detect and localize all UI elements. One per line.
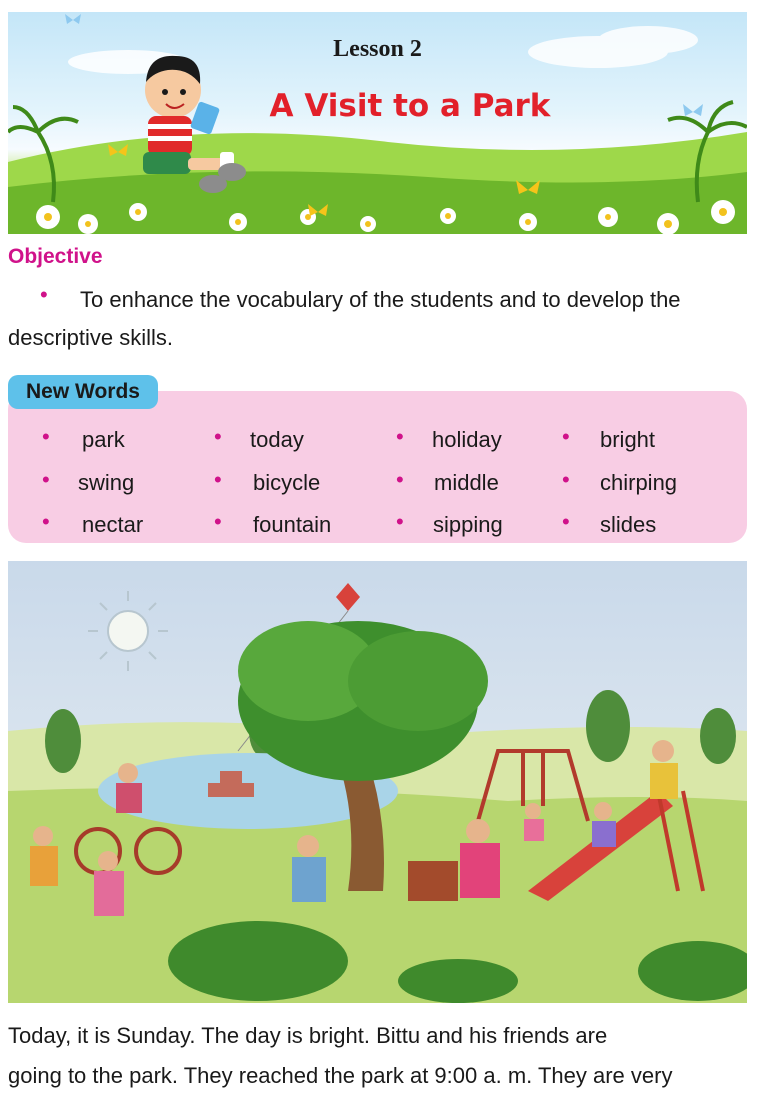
lesson-number: Lesson 2 [333, 36, 422, 62]
bullet-icon: • [42, 424, 50, 449]
word-bicycle: bicycle [253, 470, 321, 495]
word-middle: middle [434, 470, 499, 495]
story-line-2: going to the park. They reached the park at 9:00 a. m. They are very [8, 1063, 673, 1088]
bullet-icon: • [42, 509, 50, 534]
word-fountain: fountain [253, 512, 332, 537]
word-holiday: holiday [432, 427, 502, 452]
bullet-icon: • [562, 424, 570, 449]
park-painting [8, 561, 747, 1003]
bullet-icon: • [42, 467, 50, 492]
word-bright: bright [600, 427, 656, 452]
bullet-icon: • [562, 509, 570, 534]
word-slides: slides [600, 512, 657, 537]
objective-text-line-2: descriptive skills. [8, 325, 174, 350]
word-park: park [82, 427, 125, 452]
lesson-banner [8, 12, 747, 234]
bullet-icon: • [214, 424, 222, 449]
word-sipping: sipping [433, 512, 503, 537]
new-words-heading: New Words [8, 375, 158, 409]
bullet-icon: • [396, 467, 404, 492]
bullet-icon: • [214, 509, 222, 534]
word-chirping: chirping [600, 470, 678, 495]
bullet-icon: • [396, 424, 404, 449]
bullet-icon: • [40, 282, 48, 307]
bullet-icon: • [214, 467, 222, 492]
word-swing: swing [78, 470, 135, 495]
lesson-title: A Visit to a Park [269, 88, 551, 124]
objective-text-line-1: To enhance the vocabulary of the students and to develop the [80, 287, 681, 312]
word-today: today [250, 427, 304, 452]
bullet-icon: • [396, 509, 404, 534]
objective-heading: Objective [8, 245, 103, 268]
bullet-icon: • [562, 467, 570, 492]
new-words-panel [8, 391, 747, 543]
word-nectar: nectar [82, 512, 144, 537]
story-line-1: Today, it is Sunday. The day is bright. Bittu and his friends are [8, 1023, 608, 1048]
